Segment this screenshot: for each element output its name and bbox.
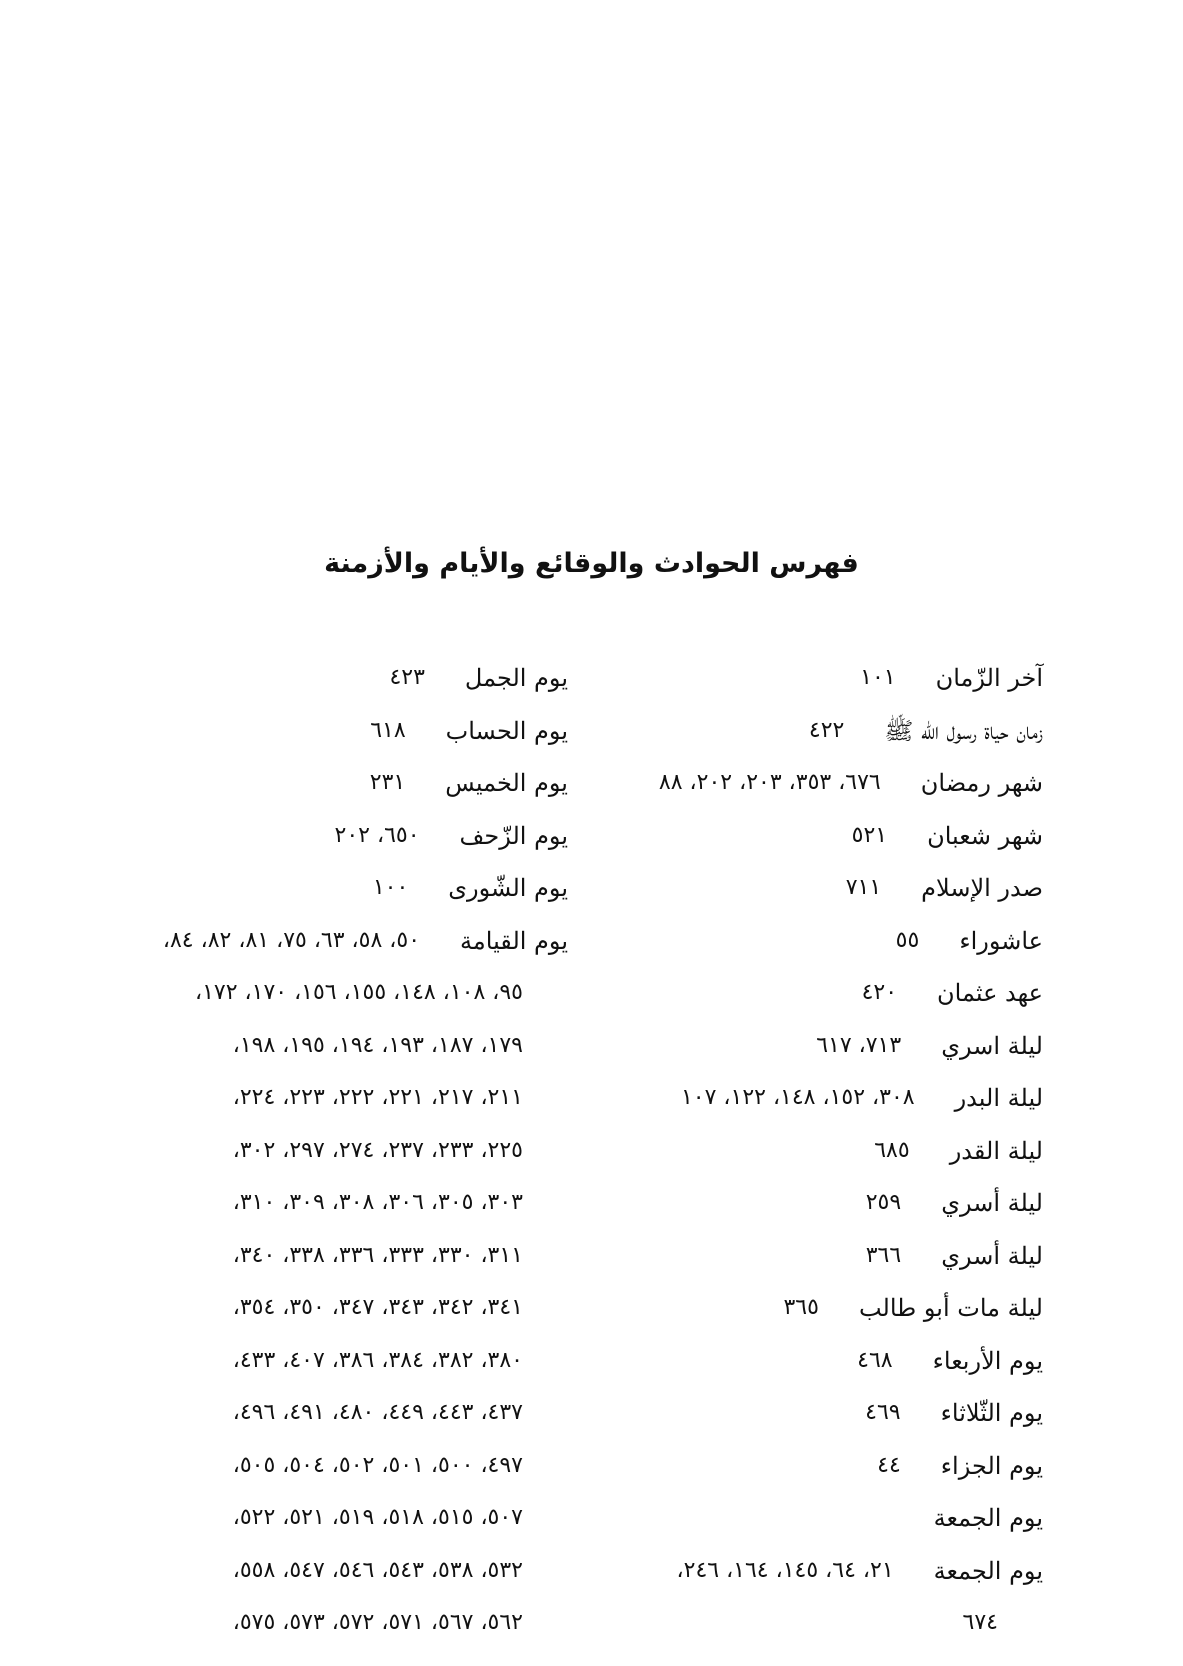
entry-pages: ٧١١ bbox=[845, 875, 882, 900]
left-column bbox=[88, 652, 568, 1650]
index-entry bbox=[573, 652, 1043, 705]
index-entry bbox=[88, 1597, 568, 1650]
entry-pages: ٦٧٦، ٣٥٣، ٢٠٣، ٢٠٢، ٨٨ bbox=[658, 770, 881, 795]
entry-term: ليلة القدر bbox=[949, 1136, 1043, 1165]
entry-pages-continued: ٢١١، ٢١٧، ٢٢١، ٢٢٢، ٢٢٣، ٢٢٤، bbox=[232, 1085, 523, 1110]
entry-pages: ٢٣١ bbox=[369, 770, 406, 795]
index-entry bbox=[88, 1282, 568, 1335]
entry-pages-continued: ٢٢٥، ٢٣٣، ٢٣٧، ٢٧٤، ٢٩٧، ٣٠٢، bbox=[232, 1137, 523, 1163]
entry-term: يوم الأربعاء bbox=[932, 1346, 1043, 1375]
entry-pages-continued: ٤٩٧، ٥٠٠، ٥٠١، ٥٠٢، ٥٠٤، ٥٠٥، bbox=[232, 1452, 523, 1478]
index-entry bbox=[88, 1230, 568, 1283]
index-entry bbox=[573, 705, 1043, 758]
entry-pages-continued: ٣٤١، ٣٤٢، ٣٤٣، ٣٤٧، ٣٥٠، ٣٥٤، bbox=[232, 1295, 523, 1320]
index-entry bbox=[573, 1387, 1043, 1440]
index-entry bbox=[88, 915, 568, 968]
entry-pages: ٥٠، ٥٨، ٦٣، ٧٥، ٨١، ٨٢، ٨٤، bbox=[162, 927, 421, 953]
index-entry bbox=[88, 1387, 568, 1440]
entry-pages: ٤٤ bbox=[877, 1452, 901, 1478]
entry-term: عهد عثمان bbox=[937, 979, 1043, 1007]
index-entry bbox=[88, 1545, 568, 1598]
entry-pages: ١٠٠ bbox=[372, 875, 409, 900]
index-entry bbox=[88, 757, 568, 810]
index-entry bbox=[88, 652, 568, 705]
entry-term: يوم الجمعة bbox=[933, 1556, 1043, 1585]
index-entry bbox=[573, 1597, 1043, 1650]
entry-term: يوم الجمل bbox=[464, 664, 568, 692]
entry-pages-continued: ٥٠٧، ٥١٥، ٥١٨، ٥١٩، ٥٢١، ٥٢٢، bbox=[232, 1505, 523, 1530]
entry-pages: ٦١٨ bbox=[370, 717, 406, 743]
index-entry bbox=[88, 1492, 568, 1545]
entry-term: يوم القيامة bbox=[460, 926, 568, 955]
entry-term: شهر رمضان bbox=[920, 769, 1043, 797]
index-entry bbox=[573, 757, 1043, 810]
index-entry bbox=[573, 1282, 1043, 1335]
entry-pages-continued: ٤٣٧، ٤٤٣، ٤٤٩، ٤٨٠، ٤٩١، ٤٩٦، bbox=[232, 1400, 523, 1425]
index-title: فهرس الحوادث والوقائع والأيام والأزمنة bbox=[324, 548, 859, 579]
index-entry bbox=[573, 915, 1043, 968]
entry-pages: ٤٢٢ bbox=[808, 717, 845, 743]
index-entry bbox=[88, 967, 568, 1020]
index-entry bbox=[573, 1020, 1043, 1073]
entry-term: يوم الحساب bbox=[445, 716, 568, 745]
index-entry bbox=[573, 862, 1043, 915]
index-entry bbox=[88, 810, 568, 863]
entry-pages: ٦٥٠، ٢٠٢ bbox=[334, 822, 420, 848]
index-entry bbox=[573, 1125, 1043, 1178]
index-entry bbox=[573, 1440, 1043, 1493]
entry-term: ليلة أسري bbox=[941, 1241, 1043, 1270]
index-entry bbox=[88, 862, 568, 915]
entry-term: زمان حياة رسول الله ﷺ bbox=[884, 716, 1043, 745]
index-entry bbox=[88, 1020, 568, 1073]
entry-pages: ٧١٣، ٦١٧ bbox=[816, 1032, 902, 1058]
entry-pages: ٣٦٥ bbox=[783, 1295, 819, 1320]
entry-term: ليلة أسري bbox=[941, 1189, 1043, 1217]
index-entry bbox=[573, 1230, 1043, 1283]
index-entry bbox=[88, 705, 568, 758]
entry-pages: ٦٨٥ bbox=[874, 1137, 910, 1163]
entry-pages-continued: ٥٣٢، ٥٣٨، ٥٤٣، ٥٤٦، ٥٤٧، ٥٥٨، bbox=[232, 1557, 523, 1583]
index-entry bbox=[573, 1177, 1043, 1230]
index-entry bbox=[573, 1335, 1043, 1388]
entry-term: يوم الزّحف bbox=[459, 821, 568, 850]
entry-pages-continued: ٣٨٠، ٣٨٢، ٣٨٤، ٣٨٦، ٤٠٧، ٤٣٣، bbox=[232, 1347, 523, 1373]
entry-term: شهر شعبان bbox=[927, 821, 1043, 850]
entry-pages-continued: ٦٧٤ bbox=[962, 1610, 998, 1635]
entry-pages-continued: ٣٠٣، ٣٠٥، ٣٠٦، ٣٠٨، ٣٠٩، ٣١٠، bbox=[232, 1190, 523, 1215]
index-entry bbox=[88, 1072, 568, 1125]
entry-term: يوم الجمعة bbox=[933, 1504, 1043, 1532]
index-entry bbox=[573, 967, 1043, 1020]
entry-pages: ٥٢١ bbox=[851, 822, 888, 848]
right-column bbox=[573, 652, 1043, 1650]
entry-term: يوم الشّورى bbox=[448, 874, 568, 902]
entry-term: آخر الزّمان bbox=[935, 664, 1043, 692]
entry-pages-continued: ١٧٩، ١٨٧، ١٩٣، ١٩٤، ١٩٥، ١٩٨، bbox=[232, 1032, 523, 1058]
entry-pages: ٣٦٦ bbox=[865, 1242, 902, 1268]
entry-pages: ٤٢٣ bbox=[389, 665, 425, 690]
index-entry bbox=[573, 1072, 1043, 1125]
entry-pages: ٢١، ٦٤، ١٤٥، ١٦٤، ٢٤٦، bbox=[676, 1557, 894, 1583]
entry-term: ليلة البدر bbox=[954, 1084, 1043, 1112]
entry-term: ليلة مات أبو طالب bbox=[858, 1294, 1043, 1322]
entry-term: عاشوراء bbox=[959, 926, 1043, 955]
entry-term: ليلة اسري bbox=[941, 1031, 1043, 1060]
entry-pages: ٤٢٠ bbox=[861, 980, 898, 1005]
entry-pages: ٥٥ bbox=[895, 927, 920, 953]
entry-term: يوم الثّلاثاء bbox=[940, 1399, 1043, 1427]
index-entry bbox=[573, 1545, 1043, 1598]
entry-pages-continued: ٩٥، ١٠٨، ١٤٨، ١٥٥، ١٥٦، ١٧٠، ١٧٢، bbox=[194, 980, 523, 1005]
entry-pages: ٣٠٨، ١٥٢، ١٤٨، ١٢٢، ١٠٧ bbox=[680, 1085, 915, 1110]
entry-term: يوم الخميس bbox=[445, 769, 568, 797]
entry-term: يوم الجزاء bbox=[940, 1451, 1043, 1480]
entry-term: صدر الإسلام bbox=[921, 874, 1043, 902]
index-entry bbox=[88, 1125, 568, 1178]
index-entry bbox=[573, 1492, 1043, 1545]
index-entry bbox=[88, 1440, 568, 1493]
entry-pages: ٤٦٩ bbox=[865, 1400, 901, 1425]
entry-pages-continued: ٥٦٢، ٥٦٧، ٥٧١، ٥٧٢، ٥٧٣، ٥٧٥، bbox=[232, 1610, 523, 1635]
index-entry bbox=[573, 810, 1043, 863]
entry-pages-continued: ٣١١، ٣٣٠، ٣٣٣، ٣٣٦، ٣٣٨، ٣٤٠، bbox=[232, 1242, 523, 1268]
index-entry bbox=[88, 1177, 568, 1230]
entry-pages: ٢٥٩ bbox=[865, 1190, 902, 1215]
entry-pages: ١٠١ bbox=[860, 665, 896, 690]
entry-pages: ٤٦٨ bbox=[857, 1347, 893, 1373]
index-entry bbox=[88, 1335, 568, 1388]
